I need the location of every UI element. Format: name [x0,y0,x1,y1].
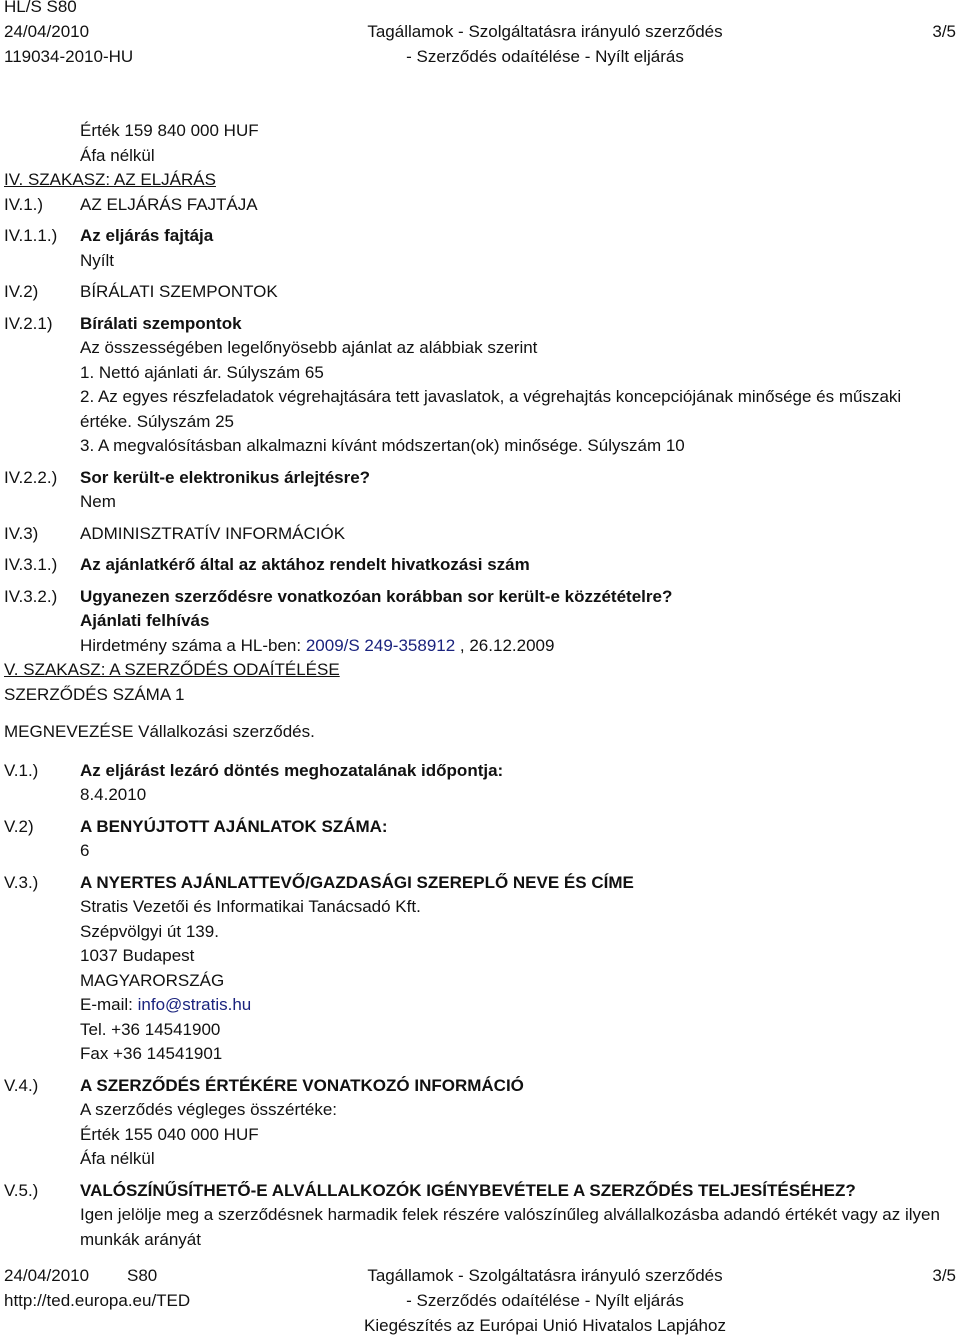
v5-title: VALÓSZÍNŰSÍTHETŐ-E ALVÁLLALKOZÓK IGÉNYBEVÉTELE A SZERZŐDÉS TELJESÍTÉSÉHEZ? [80,1180,856,1200]
criterion-1: 1. Nettó ajánlati ár. Súlyszám 65 [80,362,324,382]
page-header [0,0,960,80]
footer-title-2: - Szerződés odaítélése - Nyílt eljárás [406,1291,684,1310]
iv32-row: IV.3.2.) Ugyanezen szerződésre vonatkozóan korábban sor került-e közzétételre? Ajánlati felhívás Hirdetmény száma a HL-ben: 2009/S 249-358912 , 26.12.2009 [4,585,954,659]
iv1-title: AZ ELJÁRÁS FAJTÁJA [80,194,258,214]
iv11-title: Az eljárás fajtája [80,226,214,245]
v1-title: Az eljárást lezáró döntés meghozatalának időpontja: [80,760,504,780]
section-5-heading: V. SZAKASZ: A SZERZŐDÉS ODAÍTÉLÉSE [4,660,340,679]
iv32-sub: Ajánlati felhívás [80,611,210,630]
criterion-2: 2. Az egyes részfeladatok végrehajtására tett javaslatok, a végrehajtás koncepciójának minősége és műszaki értéke. Súlyszám 25 [80,387,902,431]
winner-tel: Tel. +36 14541900 [80,1019,221,1039]
notice-link[interactable]: 2009/S 249-358912 [305,635,456,655]
contract-name: MEGNEVEZÉSE Vállalkozási szerződés. [4,722,315,741]
v3-row: V.3.) A NYERTES AJÁNLATTEVŐ/GAZDASÁGI SZEREPLŐ NEVE ÉS CÍME Stratis Vezetői és Informatikai Tanácsadó Kft. Szépvölgyi út 139. 1037 Budapest MAGYARORSZÁG E-mail: info@stratis.hu Tel. +36 14541900 Fax +36 14541901 [4,871,954,1067]
iv22-title: Sor került-e elektronikus árlejtésre? [80,467,371,487]
winner-fax: Fax +36 14541901 [80,1044,223,1063]
section-4-heading: IV. SZAKASZ: AZ ELJÁRÁS [4,170,216,189]
header-title-1: Tagállamok - Szolgáltatásra irányuló szerződés [367,22,723,41]
header-title-2: - Szerződés odaítélése - Nyílt eljárás [406,47,684,66]
v2-value: 6 [80,841,90,860]
v4-line-2: Érték 155 040 000 HUF [80,1124,259,1144]
footer-date: 24/04/2010 [4,1266,90,1285]
v4-line-1: A szerződés végleges összértéke: [80,1100,338,1119]
iv2-title: BÍRÁLATI SZEMPONTOK [80,282,278,301]
header-page: 3/5 [932,22,956,41]
iv22-value: Nem [80,492,116,511]
value-line: Érték 159 840 000 HUF [80,121,259,140]
winner-country: MAGYARORSZÁG [80,970,225,990]
winner-email: E-mail: info@stratis.hu [80,995,252,1014]
winner-city: 1037 Budapest [80,946,195,965]
iv1-row: IV.1.) AZ ELJÁRÁS FAJTÁJA [4,193,954,218]
iv3-row: IV.3) ADMINISZTRATÍV INFORMÁCIÓK [4,522,954,547]
header-date: 24/04/2010 [4,22,90,41]
document-body [4,119,954,1252]
iv11-row: IV.1.1.) Az eljárás fajtája Nyílt [4,224,954,273]
v5-row: V.5.) VALÓSZÍNŰSÍTHETŐ-E ALVÁLLALKOZÓK IGÉNYBEVÉTELE A SZERZŐDÉS TELJESÍTÉSÉHEZ? Igen jelölje meg a szerződésnek harmadik felek részére valószínűleg alvállalkozásba adandó értékét vagy az ilyen munkák arányát [4,1179,954,1253]
footer-title-1: Tagállamok - Szolgáltatásra irányuló szerződés [367,1266,723,1285]
header-ref: 119034-2010-HU [4,47,134,66]
footer-series: S80 [127,1266,158,1285]
v4-line-3: Áfa nélkül [80,1149,155,1168]
iv11-value: Nyílt [80,250,114,270]
v4-row: V.4.) A SZERZŐDÉS ÉRTÉKÉRE VONATKOZÓ INFORMÁCIÓ A szerződés végleges összértéke: Érték 155 040 000 HUF Áfa nélkül [4,1074,954,1172]
iv22-row: IV.2.2.) Sor került-e elektronikus árlejtésre? Nem [4,466,954,515]
winner-name: Stratis Vezetői és Informatikai Tanácsadó Kft. [80,897,421,916]
iv21-intro: Az összességében legelőnyösebb ajánlat az alábbiak szerint [80,338,538,357]
contract-number: SZERZŐDÉS SZÁMA 1 [4,684,185,704]
iv2-row: IV.2) BÍRÁLATI SZEMPONTOK [4,280,954,305]
iv32-title: Ugyanezen szerződésre vonatkozóan korábban sor került-e közzétételre? [80,586,673,606]
page-footer [0,1262,960,1342]
iv21-title: Bírálati szempontok [80,313,242,333]
v2-title: A BENYÚJTOTT AJÁNLATOK SZÁMA: [80,816,388,836]
v5-text: Igen jelölje meg a szerződésnek harmadik felek részére valószínűleg alvállalkozásba adandó értékét vagy az ilyen munkák arányát [80,1205,940,1249]
iv31-title: Az ajánlatkérő által az aktához rendelt hivatkozási szám [80,555,530,574]
footer-title-3: Kiegészítés az Európai Unió Hivatalos Lapjához [364,1316,726,1335]
iv31-row: IV.3.1.) Az ajánlatkérő által az aktához rendelt hivatkozási szám [4,553,954,578]
v2-row: V.2) A BENYÚJTOTT AJÁNLATOK SZÁMA: 6 [4,815,954,864]
vat-line: Áfa nélkül [80,145,155,165]
footer-url[interactable]: http://ted.europa.eu/TED [4,1291,191,1310]
v1-value: 8.4.2010 [80,785,147,804]
v1-row: V.1.) Az eljárást lezáró döntés meghozatalának időpontja: 8.4.2010 [4,759,954,808]
iv32-notice: Hirdetmény száma a HL-ben: 2009/S 249-358912 , 26.12.2009 [80,635,555,655]
criterion-3: 3. A megvalósításban alkalmazni kívánt módszertan(ok) minősége. Súlyszám 10 [80,436,685,455]
email-link[interactable]: info@stratis.hu [137,995,252,1014]
iv3-title: ADMINISZTRATÍV INFORMÁCIÓK [80,523,346,543]
doc-code: HL/S S80 [4,0,77,16]
iv21-row: IV.2.1) Bírálati szempontok Az összességében legelőnyösebb ajánlat az alábbiak szerint 1. Nettó ajánlati ár. Súlyszám 65 2. Az egyes részfeladatok végrehajtására tett javaslatok, a végrehajtás koncepciójának minősége és műszaki értéke. Súlyszám 25 3. A megvalósításban alkalmazni kívánt módszertan(ok) minősége. Súlyszám 10 [4,312,954,459]
winner-street: Szépvölgyi út 139. [80,921,219,941]
footer-page: 3/5 [932,1266,956,1285]
v4-title: A SZERZŐDÉS ÉRTÉKÉRE VONATKOZÓ INFORMÁCIÓ [80,1075,524,1095]
v3-title: A NYERTES AJÁNLATTEVŐ/GAZDASÁGI SZEREPLŐ NEVE ÉS CÍME [80,872,634,892]
